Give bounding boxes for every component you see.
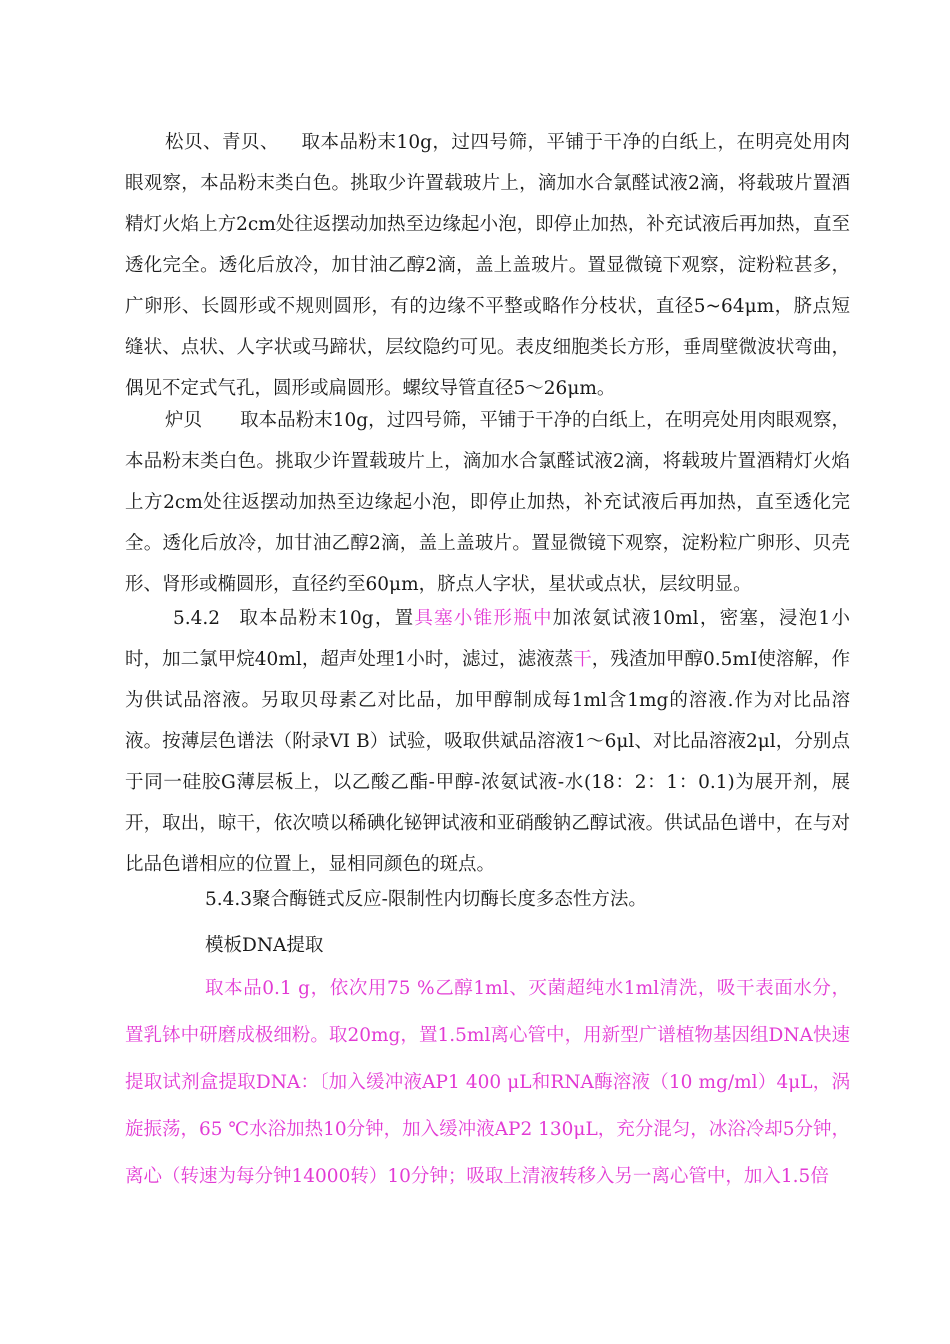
para3-highlight-dry: 干: [573, 649, 592, 670]
paragraph-dna-procedure: 取本品0.1 g，依次用75 %乙醇1ml、灭菌超纯水1ml清洗，吸干表面水分，置乳钵中研磨成极细粉。取20mg，置1.5ml离心管中，用新型广谱植物基因组DNA快速提取试剂盒提取DNA：〔加入缓冲液AP1 400 μL和RNA酶溶液（10 mg/ml）4μL，涡旋振荡，65 ℃水浴加热10分钟，加入缓冲液AP2 130μL，充分混匀，冰浴冷却5分钟，离心（转速为每分钟14000转）10分钟；吸取上清液转移入另一离心管中，加入1.5倍: [125, 978, 851, 1187]
para3-text-c: ，残渣加甲醇0.5mI使溶解，作为供试品溶液。另取贝母素乙对比品，加甲醇制成每1ml含1mg的溶液.作为对比品溶液。按薄层色谱法（附录VI B）试验，吸取供斌品溶液1～6μl、对比品溶液2μl，分别点于同一硅胶G薄层板上，以乙酸乙酯-甲醇-浓氨试液-水(18：2：1：0.1)为展开剂，展开，取出，晾干，依次喷以稀碘化铋钾试液和亚硝酸钠乙醇试液。供试品色谱中，在与对比品色谱相应的位置上，显相同颜色的斑点。: [125, 649, 850, 875]
paragraph-lubei: [125, 400, 850, 605]
section-heading-5-4-3: 5.4.3聚合酶链式反应-限制性内切酶长度多态性方法。: [205, 889, 647, 910]
para3-highlight-flask: 具塞小锥形瓶中: [414, 608, 553, 629]
para3-text-a: 取本品粉末10g，置: [238, 608, 415, 629]
paragraph-songbei: [125, 122, 850, 409]
subheading-dna-extraction: 模板DNA提取: [205, 935, 324, 956]
para1-label: 松贝、青贝、: [165, 132, 280, 153]
para3-number: 5.4.2: [173, 608, 221, 629]
para2-label: 炉贝: [165, 410, 203, 431]
paragraph-5-4-2: [125, 598, 850, 885]
para2-text: 取本品粉末10g，过四号筛，平铺于干净的白纸上，在明亮处用肉眼观察，本品粉末类白色。挑取少许置载玻片上，滴加水合氯醛试液2滴，将载玻片置酒精灯火焰上方2cm处往返摆动加热至边缘起小泡，即停止加热，补充试液后再加热，直至透化完全。透化后放冷，加甘油乙醇2滴，盖上盖玻片。置显微镜下观察，淀粉粒广卵形、贝壳形、肾形或椭圆形，直径约至60μm，脐点人字状，星状或点状，层纹明显。: [125, 410, 850, 595]
para3-text-b: 加浓氨试液10ml，密塞，浸泡1小时，加二氯甲烷40ml，超声处理1小时，滤过，滤液蒸: [125, 608, 850, 670]
para1-text: 取本品粉末10g，过四号筛，平铺于干净的白纸上，在明亮处用肉眼观察，本品粉末类白色。挑取少许置载玻片上，滴加水合氯醛试液2滴，将载玻片置酒精灯火焰上方2cm处往返摆动加热至边缘起小泡，即停止加热，补充试液后再加热，直至透化完全。透化后放冷，加甘油乙醇2滴，盖上盖玻片。置显微镜下观察，淀粉粒甚多，广卵形、长圆形或不规则圆形，有的边缘不平整或略作分枝状，直径5~64μm，脐点短缝状、点状、人字状或马蹄状，层纹隐约可见。表皮细胞类长方形，垂周壁微波状弯曲，偶见不定式气孔，圆形或扁圆形。螺纹导管直径5～26μm。: [125, 132, 850, 399]
